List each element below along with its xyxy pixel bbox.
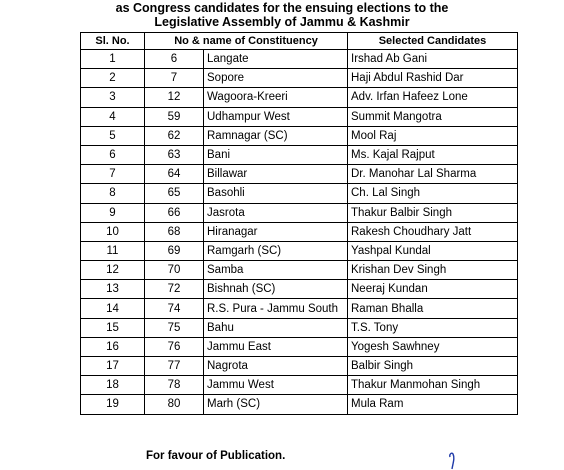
cell-constituency-name: Ramnagar (SC): [204, 126, 348, 145]
cell-sl-no: 18: [81, 376, 145, 395]
table-row: [81, 357, 518, 376]
cell-sl-no: 9: [81, 203, 145, 222]
table-row: [81, 50, 518, 69]
table-row: [81, 88, 518, 107]
table-body: [81, 50, 518, 415]
table-row: [81, 145, 518, 164]
cell-candidate: Haji Abdul Rashid Dar: [348, 69, 518, 88]
cell-constituency-name: Bahu: [204, 318, 348, 337]
cell-constituency-number: 7: [145, 69, 204, 88]
cell-constituency-number: 75: [145, 318, 204, 337]
cell-sl-no: 12: [81, 261, 145, 280]
table-row: [81, 165, 518, 184]
col-header-sl-no: Sl. No.: [81, 33, 145, 50]
cell-sl-no: 19: [81, 395, 145, 414]
cell-constituency-number: 6: [145, 50, 204, 69]
cell-constituency-number: 62: [145, 126, 204, 145]
cell-candidate: Dr. Manohar Lal Sharma: [348, 165, 518, 184]
cell-candidate: Yogesh Sawhney: [348, 337, 518, 356]
cell-constituency-name: Sopore: [204, 69, 348, 88]
cell-sl-no: 2: [81, 69, 145, 88]
cell-sl-no: 5: [81, 126, 145, 145]
cell-constituency-name: Jasrota: [204, 203, 348, 222]
cell-sl-no: 15: [81, 318, 145, 337]
table-row: [81, 395, 518, 414]
header-line-2: Legislative Assembly of Jammu & Kashmir: [154, 15, 410, 29]
cell-candidate: Thakur Manmohan Singh: [348, 376, 518, 395]
cell-constituency-number: 12: [145, 88, 204, 107]
cell-constituency-number: 63: [145, 145, 204, 164]
cell-constituency-name: Basohli: [204, 184, 348, 203]
cell-candidate: Mool Raj: [348, 126, 518, 145]
cell-constituency-number: 59: [145, 107, 204, 126]
table-row: [81, 337, 518, 356]
col-header-constituency: No & name of Constituency: [145, 33, 348, 50]
cell-constituency-number: 78: [145, 376, 204, 395]
cell-constituency-number: 76: [145, 337, 204, 356]
cell-sl-no: 6: [81, 145, 145, 164]
cell-candidate: Balbir Singh: [348, 357, 518, 376]
cell-sl-no: 17: [81, 357, 145, 376]
cell-constituency-number: 72: [145, 280, 204, 299]
cell-sl-no: 11: [81, 241, 145, 260]
table-row: [81, 184, 518, 203]
cell-constituency-name: Samba: [204, 261, 348, 280]
cell-sl-no: 1: [81, 50, 145, 69]
cell-sl-no: 7: [81, 165, 145, 184]
cell-candidate: Irshad Ab Gani: [348, 50, 518, 69]
cell-candidate: Krishan Dev Singh: [348, 261, 518, 280]
cell-candidate: Mula Ram: [348, 395, 518, 414]
cell-sl-no: 8: [81, 184, 145, 203]
cell-constituency-number: 64: [145, 165, 204, 184]
cell-candidate: Summit Mangotra: [348, 107, 518, 126]
table-row: [81, 280, 518, 299]
cell-sl-no: 16: [81, 337, 145, 356]
candidates-table: [80, 32, 518, 415]
cell-candidate: Ch. Lal Singh: [348, 184, 518, 203]
cell-constituency-number: 77: [145, 357, 204, 376]
cell-sl-no: 14: [81, 299, 145, 318]
cell-constituency-name: Ramgarh (SC): [204, 241, 348, 260]
col-header-candidates: Selected Candidates: [348, 33, 518, 50]
cell-sl-no: 4: [81, 107, 145, 126]
cell-candidate: Yashpal Kundal: [348, 241, 518, 260]
cell-constituency-number: 70: [145, 261, 204, 280]
table-row: [81, 69, 518, 88]
cell-candidate: Raman Bhalla: [348, 299, 518, 318]
cell-sl-no: 10: [81, 222, 145, 241]
header-line-1: as Congress candidates for the ensuing elections to the: [115, 1, 449, 15]
cell-candidate: Adv. Irfan Hafeez Lone: [348, 88, 518, 107]
table-row: [81, 318, 518, 337]
cell-constituency-name: Billawar: [204, 165, 348, 184]
cell-constituency-number: 74: [145, 299, 204, 318]
cell-sl-no: 3: [81, 88, 145, 107]
cell-candidate: Ms. Kajal Rajput: [348, 145, 518, 164]
cell-constituency-name: Hiranagar: [204, 222, 348, 241]
cell-constituency-name: R.S. Pura - Jammu South: [204, 299, 348, 318]
cell-constituency-number: 69: [145, 241, 204, 260]
cell-constituency-name: Bani: [204, 145, 348, 164]
table-row: [81, 107, 518, 126]
cell-constituency-name: Udhampur West: [204, 107, 348, 126]
cell-candidate: Thakur Balbir Singh: [348, 203, 518, 222]
table-row: [81, 376, 518, 395]
cell-constituency-name: Marh (SC): [204, 395, 348, 414]
pen-mark-icon: [444, 452, 466, 470]
cell-sl-no: 13: [81, 280, 145, 299]
table-row: [81, 299, 518, 318]
cell-candidate: Neeraj Kundan: [348, 280, 518, 299]
cell-candidate: Rakesh Choudhary Jatt: [348, 222, 518, 241]
cell-constituency-number: 68: [145, 222, 204, 241]
table-row: [81, 203, 518, 222]
cell-constituency-name: Wagoora-Kreeri: [204, 88, 348, 107]
cell-constituency-name: Jammu East: [204, 337, 348, 356]
table-row: [81, 261, 518, 280]
cell-constituency-name: Bishnah (SC): [204, 280, 348, 299]
table-row: [81, 222, 518, 241]
cell-constituency-number: 65: [145, 184, 204, 203]
cell-constituency-number: 66: [145, 203, 204, 222]
cell-constituency-name: Jammu West: [204, 376, 348, 395]
cell-constituency-number: 80: [145, 395, 204, 414]
publication-note: For favour of Publication.: [146, 450, 286, 462]
cell-candidate: T.S. Tony: [348, 318, 518, 337]
cell-constituency-name: Nagrota: [204, 357, 348, 376]
table-row: [81, 126, 518, 145]
table-row: [81, 241, 518, 260]
cell-constituency-name: Langate: [204, 50, 348, 69]
table-header-row: [81, 33, 518, 50]
